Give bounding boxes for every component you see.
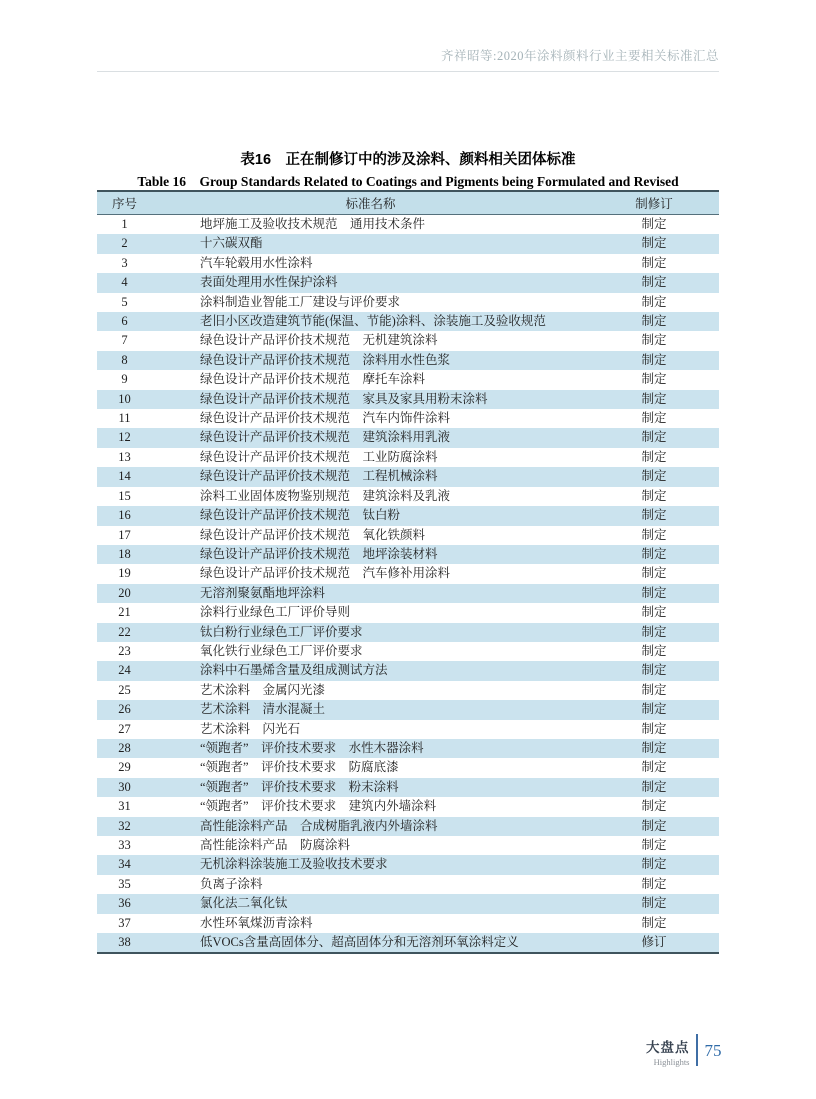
row-number: 11 [118,411,131,426]
row-number: 35 [118,876,131,891]
table-row [97,370,719,389]
row-number: 30 [97,778,152,797]
row-number: 25 [118,682,131,697]
revision-status: 制定 [589,584,719,603]
page-footer [646,1034,722,1067]
revision-status: 制定 [589,351,719,370]
table-row [97,293,719,312]
row-number: 33 [118,838,131,852]
table-row [97,331,719,350]
row-number: 17 [118,527,131,542]
revision-status: 制定 [589,467,719,486]
table-row [97,623,719,642]
revision-status: 制定 [641,449,667,464]
row-number: 8 [97,351,152,370]
revision-status: 制定 [641,760,667,775]
revision-status: 制定 [641,876,667,891]
standard-name: 钛白粉行业绿色工厂评价要求 [152,623,589,642]
table-row [97,778,719,797]
row-number: 4 [97,273,152,292]
revision-status: 制定 [589,661,719,680]
standard-name: “领跑者” 评价技术要求 防腐底漆 [200,760,399,775]
standard-name: 涂料制造业智能工厂建设与评价要求 [200,294,401,309]
revision-status: 制定 [589,739,719,758]
revision-status: 制定 [589,700,719,719]
standard-name: 表面处理用水性保护涂料 [152,273,589,292]
table-row [97,603,719,622]
revision-status: 制定 [641,217,667,231]
table-row [97,817,719,836]
standard-name: 水性环氧煤沥青涂料 [200,915,313,930]
row-number: 15 [118,488,131,503]
header-row [97,191,719,215]
row-number: 5 [121,294,128,309]
row-number: 7 [121,333,128,348]
standards-table-header [97,191,719,215]
revision-status: 制定 [589,545,719,564]
row-number: 1 [121,217,128,231]
standard-name: 艺术涂料 金属闪光漆 [200,682,326,697]
standard-name: 负离子涂料 [200,876,263,891]
table-title-cn: 表16 正在制修订中的涉及涂料、颜料相关团体标准 [240,152,576,168]
table-row [97,390,719,409]
standard-name: 绿色设计产品评价技术规范 家具及家具用粉末涂料 [152,390,589,409]
standard-name: 高性能涂料产品 合成树脂乳液内外墙涂料 [152,817,589,836]
table-row [97,933,719,953]
row-number: 37 [118,915,131,930]
standards-table-body [97,215,719,954]
table-row [97,661,719,680]
row-number: 36 [97,894,152,913]
row-number: 26 [97,700,152,719]
revision-status: 制定 [589,894,719,913]
standard-name: 绿色设计产品评价技术规范 工业防腐涂料 [200,449,438,464]
revision-status: 制定 [589,312,719,331]
revision-status: 制定 [641,838,667,852]
standard-name: 绿色设计产品评价技术规范 涂料用水性色浆 [152,351,589,370]
table-row [97,215,719,235]
standard-name: “领跑者” 评价技术要求 粉末涂料 [152,778,589,797]
row-number: 22 [97,623,152,642]
table-row [97,428,719,447]
standard-name: 绿色设计产品评价技术规范 无机建筑涂料 [200,333,438,348]
standard-name: 绿色设计产品评价技术规范 地坪涂装材料 [152,545,589,564]
column-header-standard-name: 标准名称 [152,191,589,215]
row-number: 19 [118,566,131,581]
row-number: 10 [97,390,152,409]
row-number: 34 [97,855,152,874]
revision-status: 制定 [589,273,719,292]
row-number: 27 [118,721,131,736]
standard-name: 绿色设计产品评价技术规范 建筑涂料用乳液 [152,428,589,447]
standard-name: 低VOCs含量高固体分、超高固体分和无溶剂环氧涂料定义 [152,933,589,953]
row-number: 18 [97,545,152,564]
table-row [97,448,719,467]
revision-status: 制定 [589,778,719,797]
table-row [97,797,719,816]
revision-status: 制定 [641,333,667,348]
table-row [97,526,719,545]
row-number: 21 [118,605,131,620]
standard-name: 氯化法二氧化钛 [152,894,589,913]
table-row [97,894,719,913]
table-row [97,875,719,894]
footer-section-cn: 大盘点 [646,1040,690,1055]
table-row [97,273,719,292]
table-row [97,739,719,758]
column-header-no: 序号 [97,191,152,215]
standard-name: 绿色设计产品评价技术规范 汽车修补用涂料 [200,566,451,581]
page-number: 75 [704,1041,722,1060]
revision-status: 制定 [589,390,719,409]
running-header: 齐祥昭等:2020年涂料颜料行业主要相关标准汇总 [441,49,719,63]
standard-name: 涂料中石墨烯含量及组成测试方法 [152,661,589,680]
row-number: 6 [97,312,152,331]
table-row [97,700,719,719]
revision-status: 制定 [641,566,667,581]
column-header-revision: 制修订 [589,191,719,215]
row-number: 29 [118,760,131,775]
revision-status: 制定 [641,682,667,697]
row-number: 24 [97,661,152,680]
standard-name: 十六碳双酯 [152,234,589,253]
row-number: 32 [97,817,152,836]
table-row [97,487,719,506]
table-row [97,720,719,739]
standard-name: “领跑者” 评价技术要求 建筑内外墙涂料 [200,799,437,814]
footer-divider-bar [696,1034,698,1066]
table-row [97,642,719,661]
standard-name: 无溶剂聚氨酯地坪涂料 [152,584,589,603]
table-row [97,758,719,777]
row-number: 20 [97,584,152,603]
table-row [97,545,719,564]
revision-status: 制定 [641,372,667,387]
header-rule [97,71,719,72]
row-number: 13 [118,449,131,464]
standard-name: 老旧小区改造建筑节能(保温、节能)涂料、涂装施工及验收规范 [152,312,589,331]
footer-section-label [646,1034,690,1067]
table-row [97,914,719,933]
standard-name: 无机涂料涂装施工及验收技术要求 [152,855,589,874]
row-number: 12 [97,428,152,447]
standard-name: 绿色设计产品评价技术规范 钛白粉 [152,506,589,525]
table-row [97,234,719,253]
standard-name: 涂料行业绿色工厂评价导则 [200,605,351,620]
row-number: 23 [118,643,131,658]
table-row [97,467,719,486]
standard-name: 汽车轮毂用水性涂料 [200,255,313,270]
row-number: 2 [97,234,152,253]
standard-name: 艺术涂料 闪光石 [200,721,301,736]
standard-name: 绿色设计产品评价技术规范 汽车内饰件涂料 [200,411,451,426]
standard-name: 高性能涂料产品 防腐涂料 [200,838,351,852]
row-number: 9 [121,372,128,387]
table-title-en: Table 16 Group Standards Related to Coatings and Pigments being Formulated and Revised [137,174,679,189]
table-row [97,564,719,583]
revision-status: 制定 [589,855,719,874]
table-row [97,409,719,428]
standard-name: 绿色设计产品评价技术规范 工程机械涂料 [152,467,589,486]
standard-name: “领跑者” 评价技术要求 水性木器涂料 [152,739,589,758]
table-row [97,351,719,370]
revision-status: 制定 [641,294,667,309]
revision-status: 制定 [589,623,719,642]
standard-name: 涂料工业固体废物鉴别规范 建筑涂料及乳液 [200,488,451,503]
standards-table [97,190,719,954]
footer-section-en: Highlights [653,1057,690,1067]
revision-status: 制定 [641,255,667,270]
table-row [97,506,719,525]
table-row [97,254,719,273]
standard-name: 绿色设计产品评价技术规范 氧化铁颜料 [200,527,426,542]
standard-name: 绿色设计产品评价技术规范 摩托车涂料 [200,372,426,387]
revision-status: 制定 [641,915,667,930]
revision-status: 制定 [641,411,667,426]
row-number: 31 [118,799,131,814]
row-number: 38 [97,933,152,953]
revision-status: 制定 [589,234,719,253]
row-number: 28 [97,739,152,758]
table-row [97,584,719,603]
table-row [97,312,719,331]
row-number: 3 [121,255,128,270]
row-number: 14 [97,467,152,486]
revision-status: 制定 [641,721,667,736]
revision-status: 制定 [641,527,667,542]
standard-name: 艺术涂料 清水混凝土 [152,700,589,719]
table-row [97,681,719,700]
revision-status: 制定 [641,605,667,620]
standard-name: 氧化铁行业绿色工厂评价要求 [200,643,363,658]
revision-status: 制定 [641,799,667,814]
table-row [97,836,719,855]
revision-status: 制定 [641,488,667,503]
revision-status: 制定 [589,506,719,525]
revision-status: 修订 [589,933,719,953]
row-number: 16 [97,506,152,525]
revision-status: 制定 [589,428,719,447]
standard-name: 地坪施工及验收技术规范 通用技术条件 [200,217,426,231]
table-row [97,855,719,874]
revision-status: 制定 [641,643,667,658]
revision-status: 制定 [589,817,719,836]
